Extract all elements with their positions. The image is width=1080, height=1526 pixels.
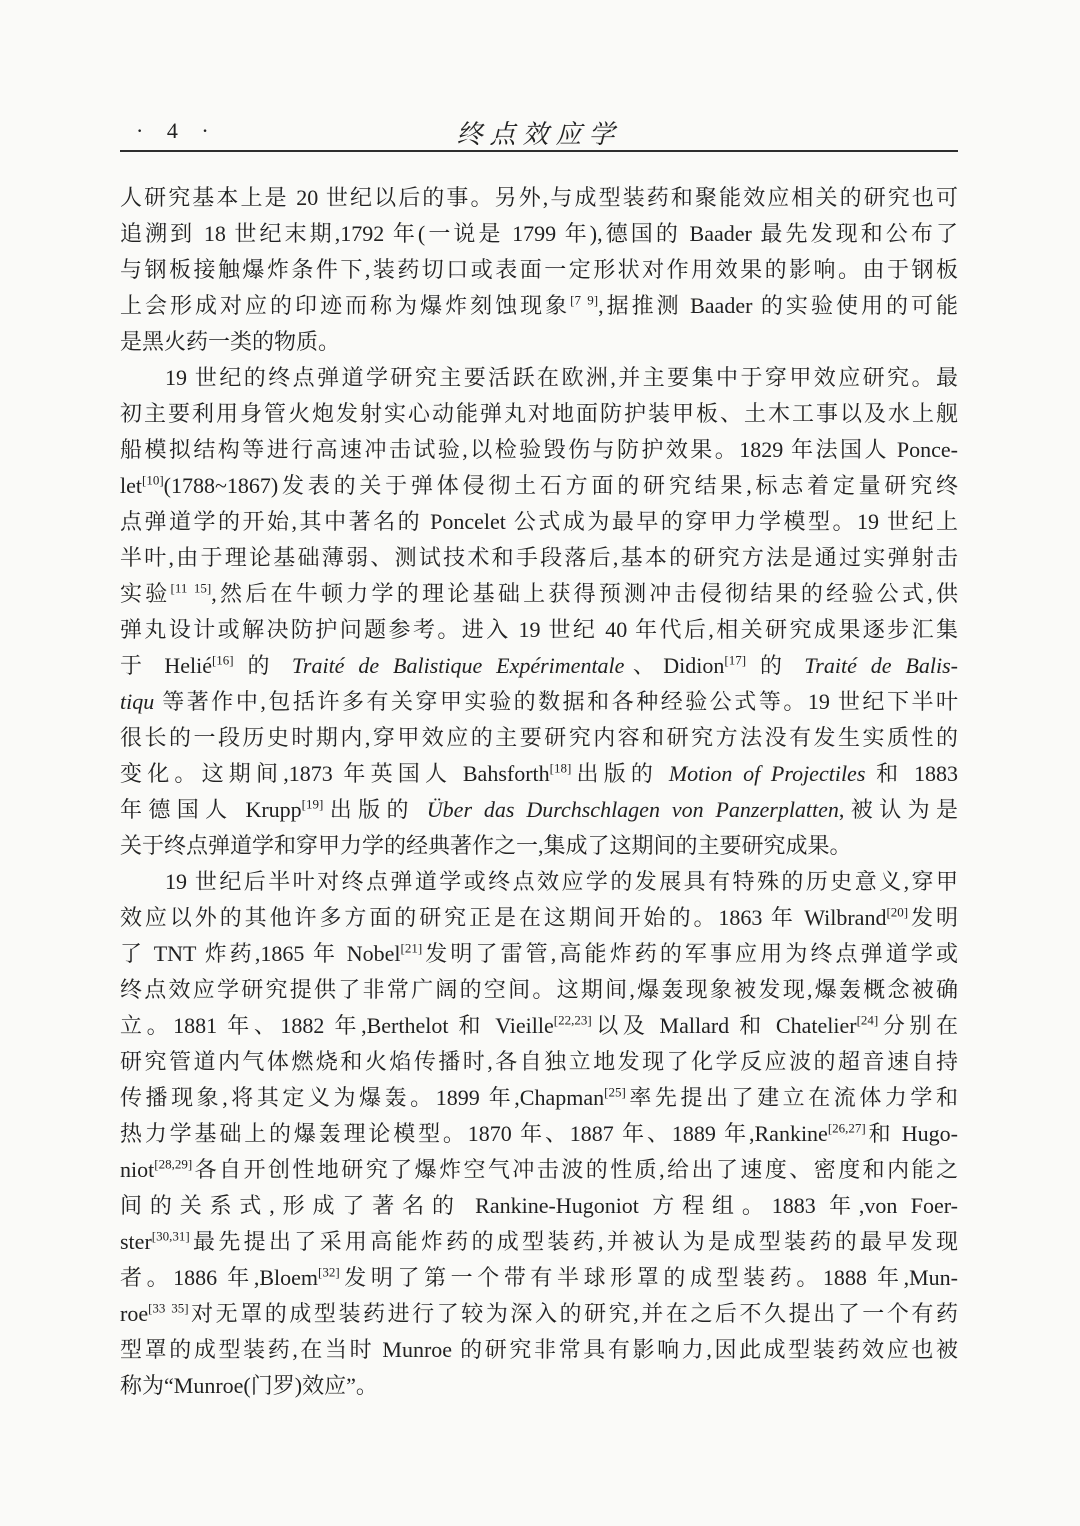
book-title-italic: Motion of Projectiles <box>668 761 866 786</box>
text-run: 称为“Munroe(门罗)效应”。 <box>120 1373 378 1398</box>
header-rule <box>120 150 958 152</box>
text-run: 19 世纪的终点弹道学研究主要活跃在欧洲,并主要集中于穿甲效应研究。最 <box>165 365 958 390</box>
text-line <box>120 648 958 684</box>
text-line <box>120 1368 958 1404</box>
text-run: 变化。这期间,1873 年英国人 Bahsforth <box>120 761 550 786</box>
text-line <box>120 1260 958 1296</box>
text-line <box>120 1080 958 1116</box>
text-line <box>120 180 958 216</box>
text-run: 各自开创性地研究了爆炸空气冲击波的性质,给出了速度、密度和内能之 <box>192 1157 958 1182</box>
text-run: ster <box>120 1229 152 1254</box>
text-run: 船模拟结构等进行高速冲击试验,以检验毁伤与防护效果。1829 年法国人 Ponce- <box>120 437 958 462</box>
text-run: 最先提出了采用高能炸药的成型装药,并被认为是成型装药的最早发现 <box>189 1229 958 1254</box>
text-run: let <box>120 473 142 498</box>
citation-superscript: [24] <box>856 1012 879 1028</box>
text-line <box>120 720 958 756</box>
citation-superscript: [11 15] <box>170 580 212 596</box>
text-run: 率先提出了建立在流体力学和 <box>625 1085 958 1110</box>
text-line <box>120 864 958 900</box>
page-number: · 4 · <box>136 118 218 143</box>
citation-superscript: [16] <box>211 652 234 668</box>
citation-superscript: [30,31] <box>151 1228 190 1244</box>
text-line <box>120 396 958 432</box>
text-line <box>120 1188 958 1224</box>
text-run: 发明了雷管,高能炸药的军事应用为终点弹道学或 <box>422 941 958 966</box>
text-line <box>120 540 958 576</box>
text-run: ,据推测 Baader 的实验使用的可能 <box>598 293 958 318</box>
text-line <box>120 468 958 504</box>
book-title-italic: tiqu <box>120 689 155 714</box>
text-run: 以及 Mallard 和 Chatelier <box>591 1013 857 1038</box>
paragraph <box>120 864 958 1404</box>
text-run: 初主要利用身管火炮发射实心动能弹丸对地面防护装甲板、土木工事以及水上舰 <box>120 401 958 426</box>
text-line <box>120 828 958 864</box>
text-run: niot <box>120 1157 155 1182</box>
text-run: 实验 <box>120 581 171 606</box>
citation-superscript: [33 35] <box>148 1300 189 1316</box>
text-line <box>120 612 958 648</box>
text-line <box>120 972 958 1008</box>
text-run: 半叶,由于理论基础薄弱、测试技术和手段落后,基本的研究方法是通过实弹射击 <box>120 545 958 570</box>
text-line <box>120 288 958 324</box>
text-line <box>120 432 958 468</box>
book-title-italic: Traité de Balistique Expérimentale <box>291 653 625 678</box>
book-title-italic: Traité de Balis- <box>804 653 958 678</box>
text-line <box>120 504 958 540</box>
citation-superscript: [10] <box>142 472 164 488</box>
text-run: 型罩的成型装药,在当时 Munroe 的研究非常具有影响力,因此成型装药效应也被 <box>120 1337 958 1362</box>
text-run: 对无罩的成型装药进行了较为深入的研究,并在之后不久提出了一个有药 <box>188 1301 958 1326</box>
citation-superscript: [20] <box>886 904 909 920</box>
text-line <box>120 1044 958 1080</box>
citation-superscript: [22,23] <box>553 1012 592 1028</box>
text-run: 与钢板接触爆炸条件下,装药切口或表面一定形状对作用效果的影响。由于钢板 <box>120 257 958 282</box>
running-title: 终点效应学 <box>456 120 622 149</box>
text-run: 和 Hugo- <box>865 1121 958 1146</box>
page-header <box>120 112 958 148</box>
text-line <box>120 216 958 252</box>
text-line <box>120 324 958 360</box>
text-run: (1788~1867)发表的关于弹体侵彻土石方面的研究结果,标志着定量研究终 <box>163 473 958 498</box>
paragraph <box>120 180 958 360</box>
body-text <box>120 180 958 1404</box>
text-line <box>120 756 958 792</box>
text-run: 年德国人 Krupp <box>120 797 302 822</box>
text-run: 出版的 <box>323 797 427 822</box>
citation-superscript: [25] <box>604 1084 626 1100</box>
text-line <box>120 1224 958 1260</box>
text-run: 的 <box>233 653 292 678</box>
text-run: 关于终点弹道学和穿甲力学的经典著作之一,集成了这期间的主要研究成果。 <box>120 833 852 858</box>
text-line <box>120 1332 958 1368</box>
citation-superscript: [28,29] <box>154 1156 193 1172</box>
text-line <box>120 1116 958 1152</box>
text-run: 点弹道学的开始,其中著名的 Poncelet 公式成为最早的穿甲力学模型。19 世纪上 <box>120 509 958 534</box>
text-run: 终点效应学研究提供了非常广阔的空间。这期间,爆轰现象被发现,爆轰概念被确 <box>120 977 958 1002</box>
citation-superscript: [32] <box>318 1264 340 1280</box>
text-line <box>120 576 958 612</box>
text-run: 立。1881 年、1882 年,Berthelot 和 Vieille <box>120 1013 554 1038</box>
text-line <box>120 684 958 720</box>
citation-superscript: [7 9] <box>570 292 599 308</box>
text-run: 的 <box>746 653 805 678</box>
text-line <box>120 936 958 972</box>
text-run: 19 世纪后半叶对终点弹道学或终点效应学的发展具有特殊的历史意义,穿甲 <box>165 869 958 894</box>
text-run: 于 Helié <box>120 653 212 678</box>
citation-superscript: [19] <box>301 796 324 812</box>
text-run: 弹丸设计或解决防护问题参考。进入 19 世纪 40 年代后,相关研究成果逐步汇集 <box>120 617 958 642</box>
text-run: 效应以外的其他许多方面的研究正是在这期间开始的。1863 年 Wilbrand <box>120 905 887 930</box>
text-line <box>120 360 958 396</box>
text-run: 分别在 <box>878 1013 958 1038</box>
text-run: 间的关系式,形成了著名的 Rankine-Hugoniot 方程组。1883 年,von Foer- <box>120 1193 958 1218</box>
text-run: 热力学基础上的爆轰理论模型。1870 年、1887 年、1889 年,Rankine <box>120 1121 828 1146</box>
text-line <box>120 1296 958 1332</box>
text-run: 是黑火药一类的物质。 <box>120 329 341 354</box>
citation-superscript: [18] <box>549 760 572 776</box>
text-run: 和 1883 <box>865 761 958 786</box>
text-run: 发明了第一个带有半球形罩的成型装药。1888 年,Mun- <box>339 1265 958 1290</box>
paragraph <box>120 360 958 864</box>
text-run: 者。1886 年,Bloem <box>120 1265 319 1290</box>
text-run: ,被认为是 <box>838 797 958 822</box>
text-line <box>120 252 958 288</box>
text-run: 出版的 <box>571 761 669 786</box>
text-run: 研究管道内气体燃烧和火焰传播时,各自独立地发现了化学反应波的超音速自持 <box>120 1049 958 1074</box>
text-run: 传播现象,将其定义为爆轰。1899 年,Chapman <box>120 1085 605 1110</box>
text-run: 发明 <box>908 905 958 930</box>
text-run: ,然后在牛顿力学的理论基础上获得预测冲击侵彻结果的经验公式,供 <box>211 581 958 606</box>
book-title-italic: Über das Durchschlagen von Panzerplatten <box>426 797 839 822</box>
citation-superscript: [26,27] <box>827 1120 866 1136</box>
text-run: roe <box>120 1301 149 1326</box>
citation-superscript: [17] <box>724 652 747 668</box>
text-run: 上会形成对应的印迹而称为爆炸刻蚀现象 <box>120 293 571 318</box>
text-line <box>120 1152 958 1188</box>
text-run: 等著作中,包括许多有关穿甲实验的数据和各种经验公式等。19 世纪下半叶 <box>154 689 958 714</box>
text-run: 很长的一段历史时期内,穿甲效应的主要研究内容和研究方法没有发生实质性的 <box>120 725 958 750</box>
text-run: 追溯到 18 世纪末期,1792 年(一说是 1799 年),德国的 Baader 最先发现和公布了 <box>120 221 958 246</box>
text-run: 人研究基本上是 20 世纪以后的事。另外,与成型装药和聚能效应相关的研究也可 <box>120 185 958 210</box>
text-run: 了 TNT 炸药,1865 年 Nobel <box>120 941 401 966</box>
text-line <box>120 900 958 936</box>
citation-superscript: [21] <box>400 940 423 956</box>
text-line <box>120 1008 958 1044</box>
text-run: 、Didion <box>624 653 725 678</box>
text-line <box>120 792 958 828</box>
